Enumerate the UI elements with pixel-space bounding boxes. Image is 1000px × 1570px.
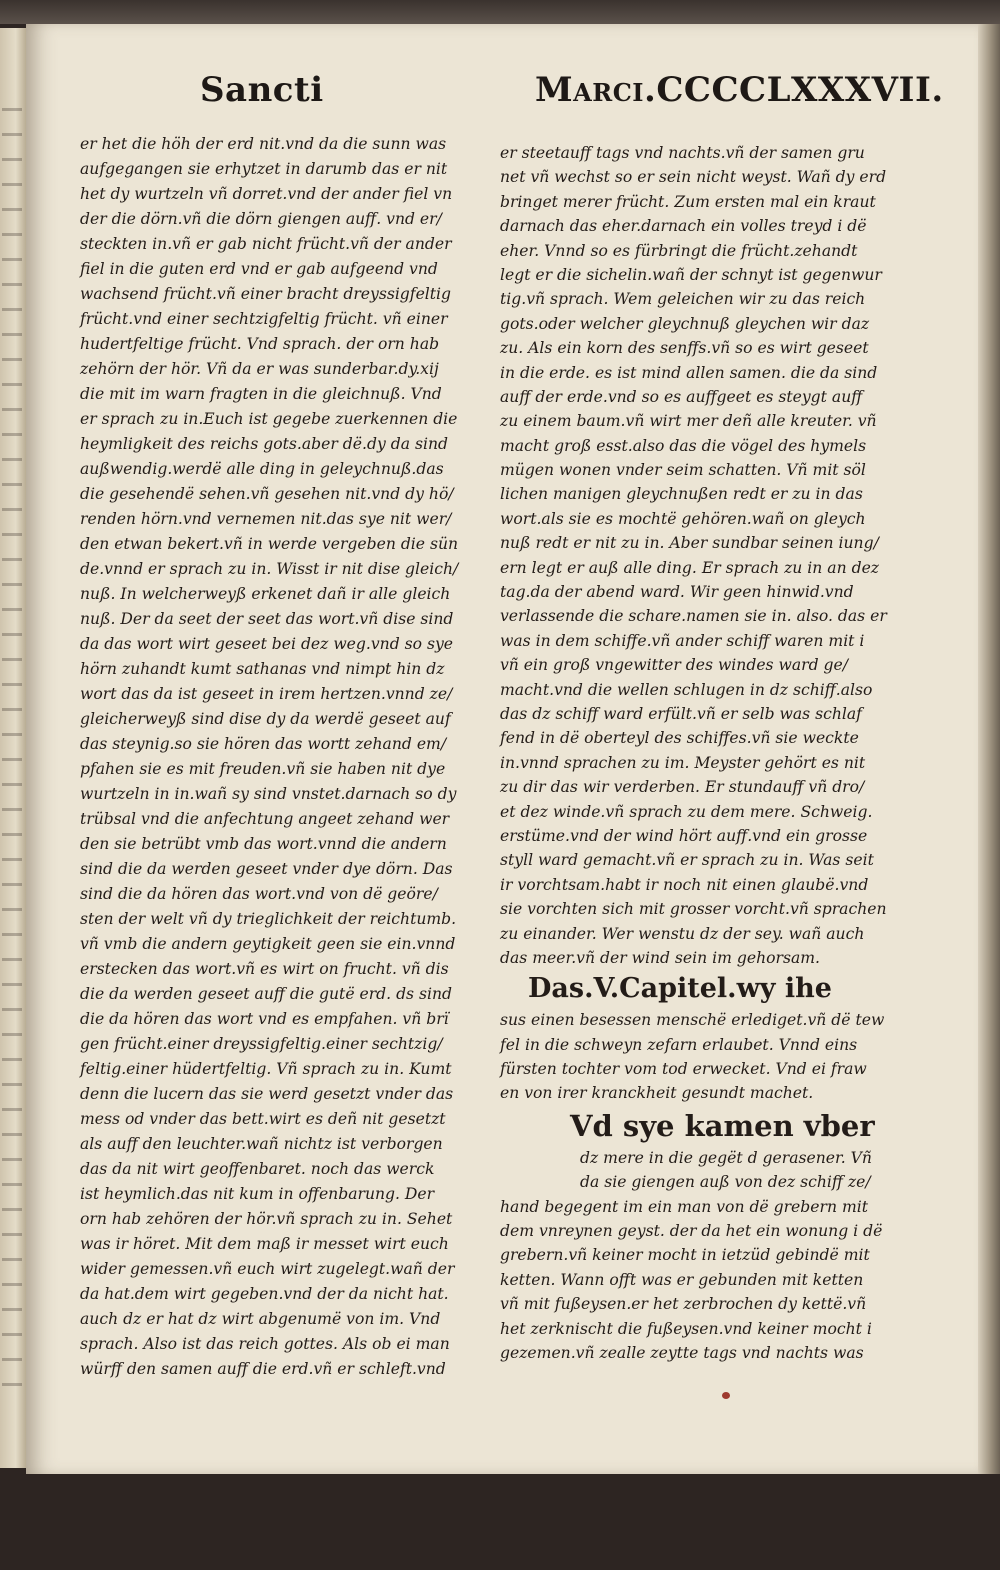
text-line: erstüme.vnd der wind hört auff.vnd ein grosse bbox=[500, 826, 868, 845]
text-line: zu einander. Wer wenstu dz der sey. wañ auch bbox=[500, 924, 865, 943]
text-line: grebern.vñ keiner mocht in ietzüd gebindë mit bbox=[500, 1246, 870, 1265]
text-line: sind die da werden geseet vnder dye dörn. Das bbox=[80, 860, 453, 878]
text-line: er sprach zu in.Euch ist gegebe zuerkennen die bbox=[80, 410, 458, 428]
text-line: wider gemessen.vñ euch wirt zugelegt.wañ der bbox=[80, 1260, 455, 1278]
text-line: sprach. Also ist das reich gottes. Als ob ei man bbox=[80, 1335, 450, 1353]
running-head-folio: Marci.CCCCLXXXVII. bbox=[535, 70, 944, 110]
text-line: ern legt er auß alle ding. Er sprach zu in an dez bbox=[500, 558, 880, 577]
text-line: tag.da der abend ward. Wir geen hinwid.vnd bbox=[500, 583, 854, 602]
text-line: außwendig.werdë alle ding in geleychnuß.das bbox=[80, 460, 444, 478]
text-line: darnach das eher.darnach ein volles treyd i dë bbox=[500, 217, 867, 236]
text-line: fürsten tochter vom tod erwecket. Vnd ei fraw bbox=[500, 1060, 867, 1079]
text-line: auff der erde.vnd so es auffgeet es steygt auff bbox=[500, 387, 863, 406]
text-line: sie vorchten sich mit grosser vorcht.vñ sprachen bbox=[500, 900, 887, 919]
text-line: pfahen sie es mit freuden.vñ sie haben nit dye bbox=[80, 760, 446, 778]
text-line: denn die lucern das sie werd gesetzt vnder das bbox=[80, 1085, 454, 1103]
text-line: der die dörn.vñ die dörn giengen auff. vnd er/ bbox=[80, 210, 442, 228]
running-head-left: Sancti bbox=[200, 70, 324, 110]
text-line: heymligkeit des reichs gots.aber dë.dy da sind bbox=[80, 435, 448, 453]
text-line: verlassende die schare.namen sie in. also. das er bbox=[500, 607, 887, 626]
text-line: die gesehendë sehen.vñ gesehen nit.vnd dy hö/ bbox=[80, 485, 454, 503]
text-line: orn hab zehören der hör.vñ sprach zu in. Sehet bbox=[80, 1210, 453, 1228]
text-line: wort.als sie es mochtë gehören.wañ on gleych bbox=[500, 509, 866, 528]
text-line: das meer.vñ der wind sein im gehorsam. bbox=[500, 948, 821, 967]
text-line: die da hören das wort vnd es empfahen. vñ brï bbox=[80, 1010, 449, 1028]
text-line: er steetauff tags vnd nachts.vñ der samen gru bbox=[500, 144, 865, 162]
text-block-right-a bbox=[500, 141, 887, 970]
text-line: gleicherweyß sind dise dy da werdë geseet auf bbox=[80, 710, 451, 728]
text-line: das steynig.so sie hören das wortt zehand em/ bbox=[80, 735, 447, 753]
text-line: de.vnnd er sprach zu in. Wisst ir nit dise gleich/ bbox=[80, 560, 459, 578]
text-line: macht.vnd die wellen schlugen in dz schiff.also bbox=[500, 680, 873, 699]
text-line: den sie betrübt vmb das wort.vnnd die andern bbox=[80, 835, 447, 853]
text-line: feltig.einer hüdertfeltig. Vñ sprach zu in. Kumt bbox=[80, 1060, 452, 1078]
chapter-summary bbox=[500, 1008, 885, 1106]
text-line: zu einem baum.vñ wirt mer deñ alle kreuter. vñ bbox=[500, 412, 877, 431]
text-line: die mit im warn fragten in die gleichnuß. Vnd bbox=[80, 385, 442, 403]
text-line: zu. Als ein korn des senffs.vñ so es wirt geseet bbox=[500, 339, 869, 358]
text-line: da das wort wirt geseet bei dez weg.vnd so sye bbox=[80, 635, 454, 653]
text-line: en von irer kranckheit gesundt machet. bbox=[500, 1084, 814, 1103]
text-block-right-c bbox=[500, 1146, 883, 1366]
text-line: wort das da ist geseet in irem hertzen.vnnd ze/ bbox=[80, 685, 453, 703]
text-line: het dy wurtzeln vñ dorret.vnd der ander fiel vn bbox=[80, 185, 453, 203]
facing-page-edge bbox=[0, 28, 26, 1468]
facing-page-text-fragment bbox=[2, 108, 22, 1408]
text-line: bringet merer frücht. Zum ersten mal ein kraut bbox=[500, 192, 876, 211]
text-line: vñ vmb die andern geytigkeit geen sie ein.vnnd bbox=[80, 935, 456, 953]
text-line: macht groß esst.also das die vögel des hymels bbox=[500, 436, 867, 455]
text-line: sten der welt vñ dy trieglichkeit der reichtumb. bbox=[80, 910, 457, 928]
text-line: zehörn der hör. Vñ da er was sunderbar.dy.xij bbox=[80, 360, 439, 378]
text-line: tig.vñ sprach. Wem geleichen wir zu das reich bbox=[500, 290, 866, 309]
text-line: in die erde. es ist mind allen samen. die da sind bbox=[500, 363, 878, 382]
text-line: was in dem schiffe.vñ ander schiff waren mit i bbox=[500, 631, 865, 650]
text-line: eher. Vnnd so es fürbringt die frücht.zehandt bbox=[500, 241, 858, 260]
text-line: das dz schiff ward erfült.vñ er selb was schlaf bbox=[500, 704, 862, 723]
text-line: als auff den leuchter.wañ nichtz ist verborgen bbox=[80, 1135, 443, 1153]
text-line: renden hörn.vnd vernemen nit.das sye nit wer/ bbox=[80, 510, 452, 528]
top-dark-strip bbox=[0, 0, 1000, 24]
text-line: lichen manigen gleychnußen redt er zu in das bbox=[500, 485, 863, 504]
text-line: mügen wonen vnder seim schatten. Vñ mit söl bbox=[500, 461, 866, 480]
text-line: mess od vnder das bett.wirt es deñ nit gesetzt bbox=[80, 1110, 446, 1128]
text-line: sus einen besessen menschë erlediget.vñ dë tew bbox=[500, 1011, 885, 1030]
red-ink-mark bbox=[722, 1392, 730, 1399]
chapter-heading: Das.V.Capitel.wy ihe bbox=[528, 973, 832, 1005]
text-line: aufgegangen sie erhytzet in darumb das er nit bbox=[80, 160, 448, 178]
page-stack-edge bbox=[978, 24, 1000, 1474]
text-line: würff den samen auff die erd.vñ er schleft.vnd bbox=[80, 1360, 446, 1378]
text-line: nuß. In welcherweyß erkenet dañ ir alle gleich bbox=[80, 585, 451, 603]
text-line: wachsend frücht.vñ einer bracht dreyssigfeltig bbox=[80, 285, 452, 303]
text-line: nuß redt er nit zu in. Aber sundbar seinen iung/ bbox=[500, 534, 879, 553]
text-line: was ir höret. Mit dem maß ir messet wirt euch bbox=[80, 1235, 449, 1253]
text-line: das da nit wirt geoffenbaret. noch das werck bbox=[80, 1160, 435, 1178]
text-line: wurtzeln in in.wañ sy sind vnstet.darnach so dy bbox=[80, 785, 457, 803]
text-line: nuß. Der da seet der seet das wort.vñ dise sind bbox=[80, 610, 454, 628]
text-line: er het die höh der erd nit.vnd da die sunn was bbox=[80, 135, 447, 153]
text-line: ist heymlich.das nit kum in offenbarung. Der bbox=[80, 1185, 435, 1203]
text-line: hörn zuhandt kumt sathanas vnd nimpt hin dz bbox=[80, 660, 445, 678]
text-column-right bbox=[500, 141, 887, 1365]
text-column-left bbox=[80, 132, 459, 1382]
text-line: trübsal vnd die anfechtung angeet zehand wer bbox=[80, 810, 450, 828]
text-line: da hat.dem wirt gegeben.vnd der da nicht hat. bbox=[80, 1285, 449, 1303]
text-line: ketten. Wann offt was er gebunden mit ketten bbox=[500, 1270, 864, 1289]
text-line: in.vnnd sprachen zu im. Meyster gehört es nit bbox=[500, 753, 866, 772]
text-line: legt er die sichelin.wañ der schnyt ist gegenwur bbox=[500, 265, 882, 284]
text-line: net vñ wechst so er sein nicht weyst. Wañ dy erd bbox=[500, 168, 887, 187]
chapter-incipit: Vd sye kamen vber bbox=[570, 1108, 875, 1143]
text-line: vñ mit fußeysen.er het zerbrochen dy kettë.vñ bbox=[500, 1295, 867, 1314]
text-line: den etwan bekert.vñ in werde vergeben die sün bbox=[80, 535, 459, 553]
text-line: gots.oder welcher gleychnuß gleychen wir daz bbox=[500, 314, 870, 333]
text-line: dz mere in die gegët d gerasener. Vñ bbox=[580, 1148, 872, 1167]
text-line: erstecken das wort.vñ es wirt on frucht. vñ dis bbox=[80, 960, 449, 978]
text-line: auch dz er hat dz wirt abgenumë von im. Vnd bbox=[80, 1310, 441, 1328]
text-line: et dez winde.vñ sprach zu dem mere. Schweig. bbox=[500, 802, 873, 821]
text-line: die da werden geseet auff die gutë erd. ds sind bbox=[80, 985, 453, 1003]
text-line: zu dir das wir verderben. Er stundauff vñ dro/ bbox=[500, 778, 865, 797]
text-line: da sie giengen auß von dez schiff ze/ bbox=[580, 1173, 871, 1192]
text-line: frücht.vnd einer sechtzigfeltig frücht. vñ einer bbox=[80, 310, 448, 328]
text-line: ir vorchtsam.habt ir noch nit einen glaubë.vnd bbox=[500, 875, 869, 894]
text-line: gezemen.vñ zealle zeytte tags vnd nachts was bbox=[500, 1343, 864, 1362]
text-line: steckten in.vñ er gab nicht frücht.vñ der ander bbox=[80, 235, 452, 253]
text-line: fel in die schweyn zefarn erlaubet. Vnnd eins bbox=[500, 1035, 858, 1054]
text-line: fend in dë oberteyl des schiffes.vñ sie weckte bbox=[500, 729, 859, 748]
text-line: hand begegent im ein man von dë grebern mit bbox=[500, 1197, 868, 1216]
text-line: dem vnreynen geyst. der da het ein wonung i dë bbox=[500, 1222, 883, 1241]
text-line: styll ward gemacht.vñ er sprach zu in. Was seit bbox=[500, 851, 874, 870]
text-line: gen frücht.einer dreyssigfeltig.einer sechtzig/ bbox=[80, 1035, 443, 1053]
text-line: sind die da hören das wort.vnd von dë geöre/ bbox=[80, 885, 438, 903]
text-line: fiel in die guten erd vnd er gab aufgeend vnd bbox=[80, 260, 438, 278]
text-line: het zerknischt die fußeysen.vnd keiner mocht i bbox=[500, 1319, 872, 1338]
text-line: hudertfeltige frücht. Vnd sprach. der orn hab bbox=[80, 335, 440, 353]
text-line: vñ ein groß vngewitter des windes ward ge/ bbox=[500, 656, 849, 675]
